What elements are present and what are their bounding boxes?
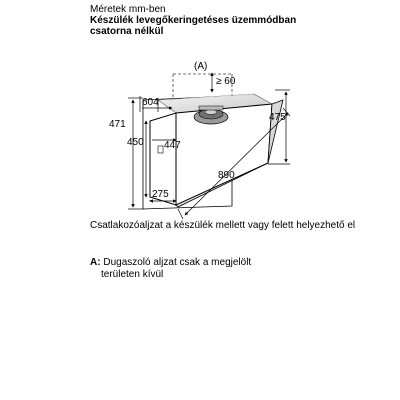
callout-a: (A) <box>194 61 208 72</box>
legend-label: A: <box>90 257 101 268</box>
units-caption: Méretek mm-ben <box>90 4 166 15</box>
dim-depth-base: 275 <box>152 189 169 200</box>
legend-line2: területen kívül <box>101 268 164 280</box>
socket-note: Csatlakozóaljzat a készülék mellett vagy felett helyezhető el <box>90 220 356 231</box>
dim-depth-inner: 447 <box>164 140 181 151</box>
legend <box>90 257 390 280</box>
dim-height-side: 475 <box>269 112 286 123</box>
dim-depth-diag: 890 <box>218 170 235 181</box>
dim-height-total: 471 <box>109 119 126 130</box>
diagram-title-line1: Készülék levegőkeringetéses üzemmódban <box>90 15 297 26</box>
motor-unit <box>194 106 228 124</box>
diagram-title-line2: csatorna nélkül <box>90 26 164 37</box>
dim-clearance: ≥ 60 <box>216 76 236 87</box>
dim-height-body: 450 <box>127 137 144 148</box>
total-height-dimension <box>128 98 143 209</box>
dim-width-top: 604 <box>142 97 159 108</box>
legend-line1: Dugaszoló aljzat csak a megjelölt <box>103 257 252 268</box>
